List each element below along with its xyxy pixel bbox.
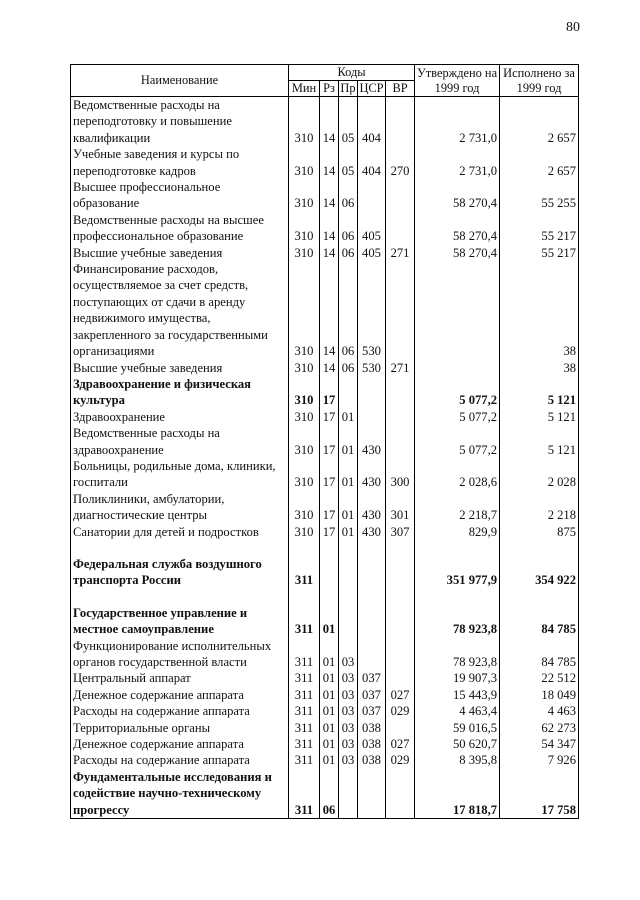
- row-rz-code: 14: [320, 245, 339, 261]
- row-pr-code: [339, 769, 358, 819]
- spacer-cell: [386, 540, 415, 556]
- row-executed-amount: 84 785: [500, 638, 579, 671]
- row-csr-code: 530: [358, 360, 386, 376]
- row-min-code: 310: [289, 179, 320, 212]
- table-row: [71, 605, 579, 638]
- row-rz-code: 14: [320, 146, 339, 179]
- row-vr-code: [386, 425, 415, 458]
- spacer-cell: [289, 589, 320, 605]
- header-name: Наименование: [71, 65, 289, 97]
- row-executed-amount: 4 463: [500, 703, 579, 719]
- row-name: Высшие учебные заведения: [71, 360, 289, 376]
- row-rz-code: 14: [320, 212, 339, 245]
- row-min-code: 311: [289, 687, 320, 703]
- table-row: [71, 458, 579, 491]
- row-executed-amount: 22 512: [500, 670, 579, 686]
- row-rz-code: 17: [320, 491, 339, 524]
- row-rz-code: 01: [320, 687, 339, 703]
- row-executed-amount: 38: [500, 261, 579, 359]
- table-row: [71, 720, 579, 736]
- row-csr-code: 530: [358, 261, 386, 359]
- row-name: Расходы на содержание аппарата: [71, 703, 289, 719]
- row-csr-code: 037: [358, 687, 386, 703]
- row-csr-code: [358, 769, 386, 819]
- row-executed-amount: 354 922: [500, 556, 579, 589]
- row-approved-amount: [415, 360, 500, 376]
- row-approved-amount: 17 818,7: [415, 769, 500, 819]
- row-rz-code: 17: [320, 409, 339, 425]
- header-executed: Исполнено за 1999 год: [500, 65, 579, 97]
- row-name: Здравоохранение: [71, 409, 289, 425]
- row-pr-code: 01: [339, 458, 358, 491]
- row-rz-code: 01: [320, 638, 339, 671]
- row-executed-amount: 55 217: [500, 212, 579, 245]
- row-approved-amount: 50 620,7: [415, 736, 500, 752]
- row-csr-code: 430: [358, 425, 386, 458]
- row-name: Федеральная служба воздушного транспорта России: [71, 556, 289, 589]
- row-vr-code: 270: [386, 146, 415, 179]
- row-name: Фундаментальные исследования и содействие научно-техническому прогрессу: [71, 769, 289, 819]
- row-approved-amount: 2 731,0: [415, 97, 500, 147]
- row-vr-code: 027: [386, 687, 415, 703]
- row-pr-code: 03: [339, 703, 358, 719]
- table-row: [71, 360, 579, 376]
- row-approved-amount: 58 270,4: [415, 245, 500, 261]
- row-pr-code: 03: [339, 670, 358, 686]
- row-pr-code: 03: [339, 687, 358, 703]
- row-rz-code: 17: [320, 458, 339, 491]
- row-name: Ведомственные расходы на переподготовку и повышение квалификации: [71, 97, 289, 147]
- row-rz-code: 14: [320, 261, 339, 359]
- row-name: Функционирование исполнительных органов государственной власти: [71, 638, 289, 671]
- row-vr-code: [386, 638, 415, 671]
- row-csr-code: [358, 556, 386, 589]
- row-csr-code: [358, 638, 386, 671]
- row-approved-amount: 78 923,8: [415, 638, 500, 671]
- row-min-code: 310: [289, 409, 320, 425]
- table-row: [71, 736, 579, 752]
- row-vr-code: 029: [386, 703, 415, 719]
- row-approved-amount: 78 923,8: [415, 605, 500, 638]
- row-csr-code: 404: [358, 97, 386, 147]
- table-row: [71, 245, 579, 261]
- row-name: Территориальные органы: [71, 720, 289, 736]
- row-name: Санатории для детей и подростков: [71, 524, 289, 540]
- row-executed-amount: 7 926: [500, 752, 579, 768]
- spacer-row: [71, 589, 579, 605]
- row-approved-amount: 5 077,2: [415, 409, 500, 425]
- row-vr-code: 307: [386, 524, 415, 540]
- row-executed-amount: 875: [500, 524, 579, 540]
- row-name: Государственное управление и местное самоуправление: [71, 605, 289, 638]
- table-body: [71, 97, 579, 819]
- row-min-code: 310: [289, 524, 320, 540]
- row-csr-code: 037: [358, 703, 386, 719]
- spacer-cell: [320, 540, 339, 556]
- row-csr-code: 405: [358, 212, 386, 245]
- row-pr-code: 03: [339, 736, 358, 752]
- page-number: 80: [566, 20, 580, 35]
- row-vr-code: [386, 670, 415, 686]
- row-min-code: 311: [289, 720, 320, 736]
- row-min-code: 310: [289, 360, 320, 376]
- row-csr-code: [358, 179, 386, 212]
- table-row: [71, 376, 579, 409]
- row-rz-code: 14: [320, 360, 339, 376]
- row-rz-code: 01: [320, 752, 339, 768]
- row-name: Денежное содержание аппарата: [71, 736, 289, 752]
- row-pr-code: 05: [339, 97, 358, 147]
- table-row: [71, 670, 579, 686]
- row-csr-code: [358, 409, 386, 425]
- table-row: [71, 261, 579, 359]
- row-csr-code: 430: [358, 458, 386, 491]
- row-approved-amount: 58 270,4: [415, 179, 500, 212]
- row-min-code: 311: [289, 556, 320, 589]
- spacer-cell: [415, 540, 500, 556]
- row-approved-amount: 59 016,5: [415, 720, 500, 736]
- table-row: [71, 491, 579, 524]
- header-csr: ЦСР: [359, 81, 384, 95]
- row-min-code: 311: [289, 605, 320, 638]
- row-executed-amount: 17 758: [500, 769, 579, 819]
- row-name: Учебные заведения и курсы по переподготовке кадров: [71, 146, 289, 179]
- row-executed-amount: 55 255: [500, 179, 579, 212]
- table-row: [71, 409, 579, 425]
- row-vr-code: [386, 720, 415, 736]
- table-row: [71, 97, 579, 147]
- row-min-code: 310: [289, 97, 320, 147]
- row-vr-code: [386, 179, 415, 212]
- table-row: [71, 212, 579, 245]
- row-pr-code: 05: [339, 146, 358, 179]
- row-min-code: 310: [289, 491, 320, 524]
- row-executed-amount: 55 217: [500, 245, 579, 261]
- row-rz-code: 17: [320, 425, 339, 458]
- row-name: Центральный аппарат: [71, 670, 289, 686]
- row-pr-code: 06: [339, 360, 358, 376]
- row-name: Высшее профессиональное образование: [71, 179, 289, 212]
- row-vr-code: [386, 769, 415, 819]
- spacer-cell: [339, 589, 358, 605]
- spacer-cell: [358, 589, 386, 605]
- row-csr-code: 405: [358, 245, 386, 261]
- row-min-code: 311: [289, 638, 320, 671]
- row-csr-code: 038: [358, 752, 386, 768]
- row-pr-code: 06: [339, 261, 358, 359]
- row-approved-amount: 15 443,9: [415, 687, 500, 703]
- row-pr-code: 03: [339, 638, 358, 671]
- row-name: Высшие учебные заведения: [71, 245, 289, 261]
- spacer-cell: [320, 589, 339, 605]
- row-vr-code: 027: [386, 736, 415, 752]
- header-pr: Пр: [340, 81, 356, 95]
- row-approved-amount: 5 077,2: [415, 425, 500, 458]
- row-min-code: 310: [289, 146, 320, 179]
- row-pr-code: 06: [339, 245, 358, 261]
- header-min: Мин: [289, 81, 320, 97]
- row-pr-code: [339, 376, 358, 409]
- row-rz-code: 14: [320, 179, 339, 212]
- row-pr-code: 03: [339, 720, 358, 736]
- row-pr-code: [339, 605, 358, 638]
- row-vr-code: [386, 605, 415, 638]
- row-vr-code: [386, 212, 415, 245]
- row-rz-code: 06: [320, 769, 339, 819]
- spacer-cell: [71, 540, 289, 556]
- row-min-code: 310: [289, 458, 320, 491]
- row-pr-code: 01: [339, 491, 358, 524]
- spacer-cell: [289, 540, 320, 556]
- row-min-code: 311: [289, 769, 320, 819]
- row-rz-code: 01: [320, 670, 339, 686]
- header-codes: Коды: [289, 65, 415, 81]
- row-approved-amount: 2 028,6: [415, 458, 500, 491]
- table-row: [71, 769, 579, 819]
- row-name: Здравоохранение и физическая культура: [71, 376, 289, 409]
- row-name: Денежное содержание аппарата: [71, 687, 289, 703]
- row-executed-amount: 2 028: [500, 458, 579, 491]
- row-min-code: 310: [289, 212, 320, 245]
- table-row: [71, 687, 579, 703]
- row-rz-code: 17: [320, 524, 339, 540]
- row-min-code: 310: [289, 245, 320, 261]
- table-row: [71, 425, 579, 458]
- budget-table: [70, 64, 579, 819]
- row-pr-code: 01: [339, 425, 358, 458]
- row-executed-amount: 5 121: [500, 376, 579, 409]
- row-executed-amount: 18 049: [500, 687, 579, 703]
- row-approved-amount: 829,9: [415, 524, 500, 540]
- row-approved-amount: 351 977,9: [415, 556, 500, 589]
- row-executed-amount: 2 657: [500, 97, 579, 147]
- row-rz-code: 17: [320, 376, 339, 409]
- row-rz-code: 01: [320, 736, 339, 752]
- row-executed-amount: 62 273: [500, 720, 579, 736]
- row-vr-code: 271: [386, 245, 415, 261]
- row-executed-amount: 38: [500, 360, 579, 376]
- row-vr-code: 271: [386, 360, 415, 376]
- row-vr-code: 029: [386, 752, 415, 768]
- spacer-cell: [386, 589, 415, 605]
- row-approved-amount: 58 270,4: [415, 212, 500, 245]
- row-approved-amount: 4 463,4: [415, 703, 500, 719]
- spacer-cell: [71, 589, 289, 605]
- table-row: [71, 638, 579, 671]
- row-pr-code: [339, 556, 358, 589]
- table-row: [71, 556, 579, 589]
- row-csr-code: 404: [358, 146, 386, 179]
- row-executed-amount: 2 218: [500, 491, 579, 524]
- row-rz-code: 14: [320, 97, 339, 147]
- row-rz-code: 01: [320, 605, 339, 638]
- table-row: [71, 703, 579, 719]
- header-approved: Утверждено на 1999 год: [415, 65, 500, 97]
- row-rz-code: [320, 556, 339, 589]
- row-executed-amount: 5 121: [500, 409, 579, 425]
- row-name: Ведомственные расходы на высшее профессиональное образование: [71, 212, 289, 245]
- row-name: Финансирование расходов, осуществляемое за счет средств, поступающих от сдачи в аренду недвижимого имущества, закрепленного за государственными организациями: [71, 261, 289, 359]
- table-row: [71, 179, 579, 212]
- table-row: [71, 146, 579, 179]
- row-min-code: 311: [289, 736, 320, 752]
- row-csr-code: 037: [358, 670, 386, 686]
- row-pr-code: 01: [339, 524, 358, 540]
- row-executed-amount: 54 347: [500, 736, 579, 752]
- row-vr-code: [386, 409, 415, 425]
- row-vr-code: 301: [386, 491, 415, 524]
- row-rz-code: 01: [320, 703, 339, 719]
- header-rz: Рз: [320, 81, 339, 97]
- row-approved-amount: [415, 261, 500, 359]
- row-executed-amount: 2 657: [500, 146, 579, 179]
- row-vr-code: [386, 556, 415, 589]
- row-csr-code: [358, 376, 386, 409]
- row-name: Ведомственные расходы на здравоохранение: [71, 425, 289, 458]
- row-vr-code: 300: [386, 458, 415, 491]
- row-min-code: 310: [289, 425, 320, 458]
- row-csr-code: 038: [358, 720, 386, 736]
- row-csr-code: [358, 605, 386, 638]
- row-executed-amount: 5 121: [500, 425, 579, 458]
- row-name: Расходы на содержание аппарата: [71, 752, 289, 768]
- row-min-code: 310: [289, 261, 320, 359]
- row-csr-code: 430: [358, 524, 386, 540]
- row-min-code: 311: [289, 670, 320, 686]
- row-approved-amount: 8 395,8: [415, 752, 500, 768]
- row-min-code: 311: [289, 752, 320, 768]
- spacer-row: [71, 540, 579, 556]
- spacer-cell: [500, 540, 579, 556]
- row-pr-code: 06: [339, 212, 358, 245]
- row-rz-code: 01: [320, 720, 339, 736]
- row-approved-amount: 2 218,7: [415, 491, 500, 524]
- table-row: [71, 524, 579, 540]
- row-pr-code: 03: [339, 752, 358, 768]
- row-csr-code: 430: [358, 491, 386, 524]
- header-vr: ВР: [386, 81, 415, 97]
- row-pr-code: 01: [339, 409, 358, 425]
- row-min-code: 310: [289, 376, 320, 409]
- row-name: Больницы, родильные дома, клиники, госпитали: [71, 458, 289, 491]
- row-name: Поликлиники, амбулатории, диагностические центры: [71, 491, 289, 524]
- row-approved-amount: 5 077,2: [415, 376, 500, 409]
- table-header: [71, 65, 579, 97]
- row-vr-code: [386, 261, 415, 359]
- row-vr-code: [386, 376, 415, 409]
- row-approved-amount: 19 907,3: [415, 670, 500, 686]
- spacer-cell: [358, 540, 386, 556]
- spacer-cell: [415, 589, 500, 605]
- row-approved-amount: 2 731,0: [415, 146, 500, 179]
- row-executed-amount: 84 785: [500, 605, 579, 638]
- row-csr-code: 038: [358, 736, 386, 752]
- spacer-cell: [339, 540, 358, 556]
- spacer-cell: [500, 589, 579, 605]
- table-row: [71, 752, 579, 768]
- row-vr-code: [386, 97, 415, 147]
- row-pr-code: 06: [339, 179, 358, 212]
- row-min-code: 311: [289, 703, 320, 719]
